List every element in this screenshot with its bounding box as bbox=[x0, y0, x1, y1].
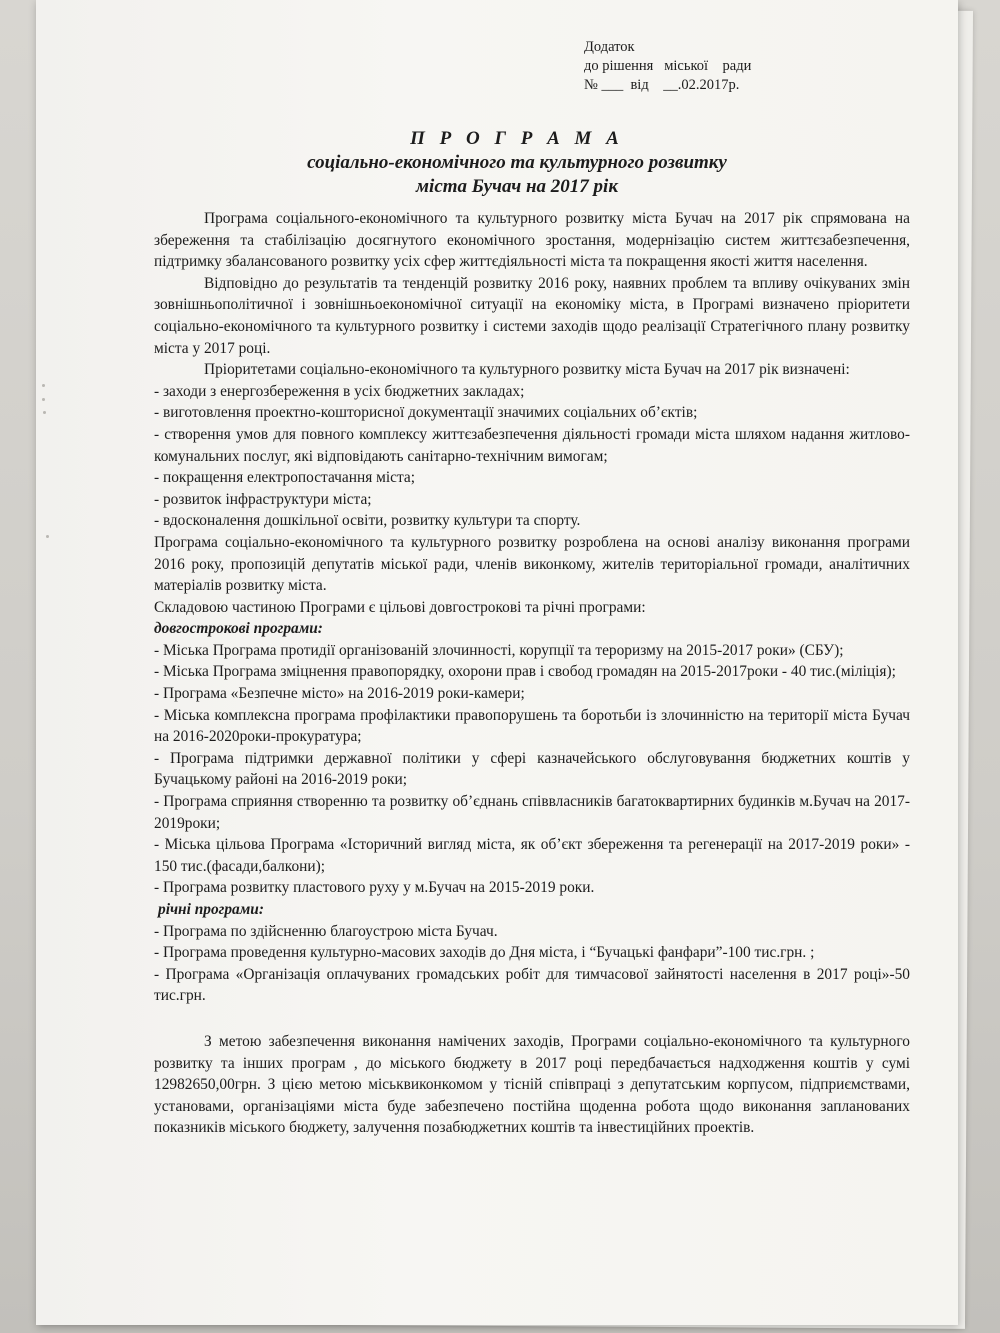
subheading-annual: річні програми: bbox=[158, 901, 264, 918]
punch-mark bbox=[42, 384, 45, 387]
punch-mark bbox=[43, 411, 46, 414]
list-item: - створення умов для повного комплексу життєзабезпечення діяльності громади міста шляхом надання житлово-комунальних послуг, які відповідають санітарно-технічним вимогам; bbox=[154, 425, 910, 465]
list-item: - Міська Програма протидії організованій злочинності, корупції та тероризму на 2015-2017 роки» (СБУ); bbox=[154, 641, 844, 659]
document-title bbox=[36, 127, 958, 199]
subheading-longterm: довгострокові програми: bbox=[154, 620, 323, 638]
punch-mark bbox=[42, 398, 45, 401]
list-item: - виготовлення проектно-кошторисної документації значимих соціальних об’єктів; bbox=[154, 404, 698, 422]
longterm-programs-list bbox=[154, 640, 910, 899]
list-item: - Програма по здійсненню благоустрою міста Бучач. bbox=[154, 922, 498, 940]
addendum-block bbox=[584, 38, 751, 95]
title-line: міста Бучач на 2017 рік bbox=[416, 176, 618, 197]
title-main: П Р О Г Р А М А bbox=[410, 128, 624, 149]
spacer bbox=[154, 1007, 910, 1031]
punch-mark bbox=[46, 535, 49, 538]
list-item: - Міська Програма зміцнення правопорядку, охорони прав і свобод громадян на 2015-2017роки - 40 тис.(міліція); bbox=[154, 663, 896, 681]
list-item: - вдосконалення дошкільної освіти, розвитку культури та спорту. bbox=[154, 512, 581, 530]
paragraph-components: Складовою частиною Програми є цільові довгострокові та річні програми: bbox=[154, 598, 646, 616]
paragraph-priorities-head: Пріоритетами соціально-економічного та культурного розвитку міста Бучач на 2017 рік визначені: bbox=[204, 361, 850, 379]
list-item: - Програма сприяння створенню та розвитку об’єднань співвласників багатоквартирних будинків м.Бучач на 2017-2019роки; bbox=[154, 793, 910, 832]
addendum-line: до рішення міської ради bbox=[584, 58, 752, 74]
list-item: - Міська комплексна програма профілактики правопорушень та боротьби із злочинністю на території міста Бучач на 2016-2020роки-прокуратура; bbox=[154, 706, 910, 746]
document-page bbox=[36, 0, 958, 1325]
paragraph-intro: Програма соціального-економічного та культурного розвитку міста Бучач на 2017 рік спрямована на збереження та стабілізацію досягнутого економічного зростання, модернізацію систем життєзабезпечення, підтримку збалансованого розвитку усіх сфер життєдіяльності міста та покращення якості життя населення. bbox=[154, 210, 910, 271]
title-line: соціально-економічного та культурного розвитку bbox=[307, 152, 727, 173]
list-item: - Програма підтримки державної політики у сфері казначейського обслуговування бюджетних коштів у Бучацькому районі на 2016-2019 роки; bbox=[154, 749, 910, 789]
list-item: - Програма проведення культурно-масових заходів до Дня міста, і “Бучацькі фанфари”-100 тис.грн. ; bbox=[154, 944, 815, 962]
addendum-line: № ___ від __.02.2017р. bbox=[584, 77, 740, 93]
list-item: - покращення електропостачання міста; bbox=[154, 469, 416, 487]
priorities-list bbox=[154, 381, 910, 532]
list-item: - Програма розвитку пластового руху у м.Бучач на 2015-2019 роки. bbox=[154, 879, 595, 897]
paragraph-context: Відповідно до результатів та тенденцій розвитку 2016 року, наявних проблем та впливу очікуваних змін зовнішньополітичної і зовнішньоекономічної ситуації на економіку міста, в Програмі визначено пріоритети соціально-економічного та культурного розвитку і системи заходів щодо реалізації Стратегічного плану розвитку міста у 2017 році. bbox=[154, 274, 910, 357]
list-item: - заходи з енергозбереження в усіх бюджетних закладах; bbox=[154, 382, 525, 400]
paragraph-closing: З метою забезпечення виконання намічених заходів, Програми соціально-економічного та культурного розвитку та інших програм , до міського бюджету в 2017 році передбачається надходження коштів у сумі 12982650,00грн. З цією метою міськвиконкомом у тісній співпраці з депутатським корпусом, підприємствами, установами, організаціями міста буде забезпечено постійна щоденна робота щодо виконання запланованих показників міського бюджету, залучення позабюджетних коштів та інвестиційних проектів. bbox=[154, 1032, 910, 1137]
paragraph-basis: Програма соціально-економічного та культурного розвитку розроблена на основі аналізу виконання програми 2016 року, пропозицій депутатів міської ради, членів виконкому, жителів територіальної громади, аналітичних матеріалів розвитку міста. bbox=[154, 533, 910, 595]
document-body bbox=[154, 208, 910, 1139]
addendum-line: Додаток bbox=[584, 39, 635, 55]
list-item: - Програма «Безпечне місто» на 2016-2019 роки-камери; bbox=[154, 685, 525, 703]
list-item: - розвиток інфраструктури міста; bbox=[154, 490, 372, 508]
list-item: - Програма «Організація оплачуваних громадських робіт для тимчасової зайнятості населення в 2017 році»-50 тис.грн. bbox=[154, 965, 910, 1005]
annual-programs-list bbox=[154, 921, 910, 1007]
list-item: - Міська цільова Програма «Історичний вигляд міста, як об’єкт збереження та регенерації на 2017-2019 роки» - 150 тис.(фасади,балкони); bbox=[154, 836, 910, 875]
